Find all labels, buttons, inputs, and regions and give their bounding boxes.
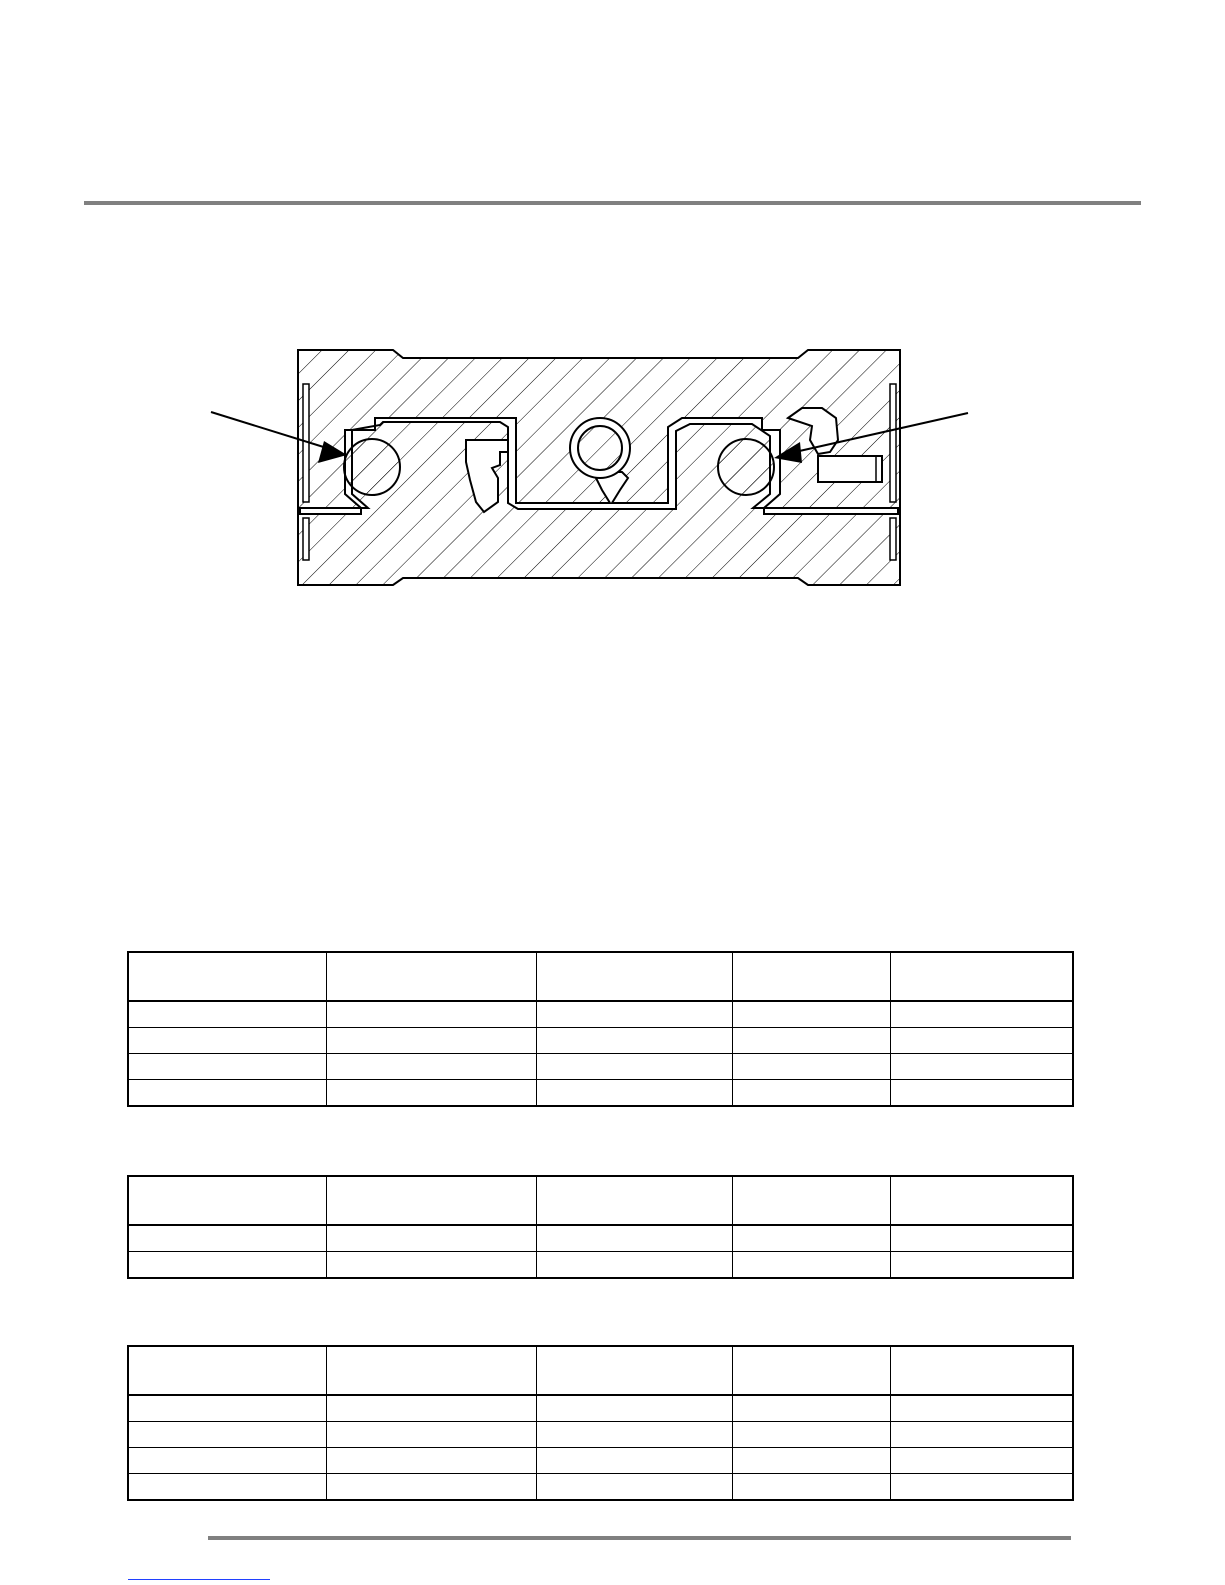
table-row bbox=[128, 1422, 1073, 1448]
header-cell bbox=[128, 1176, 326, 1225]
table-row bbox=[128, 1225, 1073, 1252]
table-cell bbox=[536, 1252, 732, 1279]
footer-link[interactable] bbox=[128, 1573, 270, 1580]
table-cell bbox=[890, 1422, 1073, 1448]
table-cell bbox=[128, 1448, 326, 1474]
table-header-row bbox=[128, 1176, 1073, 1225]
left-slot-lower bbox=[303, 518, 309, 560]
table-cell bbox=[128, 1422, 326, 1448]
right-slot bbox=[890, 384, 896, 502]
header-cell bbox=[536, 1176, 732, 1225]
table-cell bbox=[326, 1252, 536, 1279]
table-cell bbox=[536, 1225, 732, 1252]
table-header-row bbox=[128, 1346, 1073, 1395]
table-cell bbox=[890, 1080, 1073, 1107]
table-cell bbox=[732, 1422, 890, 1448]
table-cell bbox=[128, 1474, 326, 1501]
table-row bbox=[128, 1395, 1073, 1422]
bottom-divider bbox=[208, 1536, 1071, 1540]
table-cell bbox=[732, 1001, 890, 1028]
table-cell bbox=[128, 1080, 326, 1107]
table-header-row bbox=[128, 952, 1073, 1001]
table-row bbox=[128, 1448, 1073, 1474]
table-row bbox=[128, 1474, 1073, 1501]
table-cell bbox=[732, 1448, 890, 1474]
table-cell bbox=[536, 1080, 732, 1107]
header-cell bbox=[536, 952, 732, 1001]
table-cell bbox=[536, 1001, 732, 1028]
table-cell bbox=[326, 1080, 536, 1107]
table-cell bbox=[732, 1054, 890, 1080]
table-cell bbox=[732, 1252, 890, 1279]
pin bbox=[818, 456, 882, 482]
header-cell bbox=[732, 1346, 890, 1395]
table-cell bbox=[890, 1054, 1073, 1080]
table-cell bbox=[326, 1395, 536, 1422]
table-cell bbox=[326, 1448, 536, 1474]
table-cell bbox=[536, 1474, 732, 1501]
table-cell bbox=[732, 1028, 890, 1054]
table-cell bbox=[890, 1252, 1073, 1279]
header-cell bbox=[128, 952, 326, 1001]
table-cell bbox=[732, 1080, 890, 1107]
table-row bbox=[128, 1080, 1073, 1107]
table-cell bbox=[128, 1001, 326, 1028]
header-cell bbox=[326, 1346, 536, 1395]
table-row bbox=[128, 1028, 1073, 1054]
top-divider bbox=[84, 201, 1141, 205]
spec-table-1 bbox=[127, 951, 1074, 1107]
table-cell bbox=[536, 1448, 732, 1474]
table-cell bbox=[326, 1474, 536, 1501]
table-cell bbox=[890, 1001, 1073, 1028]
header-cell bbox=[732, 1176, 890, 1225]
table-cell bbox=[732, 1225, 890, 1252]
table-cell bbox=[890, 1395, 1073, 1422]
table-cell bbox=[128, 1252, 326, 1279]
header-cell bbox=[326, 952, 536, 1001]
table-cell bbox=[128, 1028, 326, 1054]
left-ball bbox=[344, 439, 400, 495]
header-cell bbox=[536, 1346, 732, 1395]
header-cell bbox=[326, 1176, 536, 1225]
header-cell bbox=[128, 1346, 326, 1395]
table-cell bbox=[128, 1225, 326, 1252]
header-cell bbox=[732, 952, 890, 1001]
table-row bbox=[128, 1001, 1073, 1028]
right-slot-lower bbox=[890, 518, 896, 560]
table-cell bbox=[326, 1054, 536, 1080]
center-seal-inner bbox=[578, 426, 622, 470]
table-cell bbox=[326, 1001, 536, 1028]
header-cell bbox=[890, 1346, 1073, 1395]
table-cell bbox=[326, 1225, 536, 1252]
table-row bbox=[128, 1054, 1073, 1080]
table-cell bbox=[536, 1422, 732, 1448]
table-cell bbox=[326, 1422, 536, 1448]
spec-table-3 bbox=[127, 1345, 1074, 1501]
table-row bbox=[128, 1252, 1073, 1279]
table-cell bbox=[128, 1054, 326, 1080]
table-cell bbox=[128, 1395, 326, 1422]
table-cell bbox=[732, 1474, 890, 1501]
spec-table-2 bbox=[127, 1175, 1074, 1279]
table-cell bbox=[732, 1395, 890, 1422]
header-cell bbox=[890, 952, 1073, 1001]
table-cell bbox=[536, 1054, 732, 1080]
table-cell bbox=[890, 1448, 1073, 1474]
table-cell bbox=[536, 1028, 732, 1054]
bearing-cross-section-diagram bbox=[0, 330, 1225, 600]
table-cell bbox=[890, 1028, 1073, 1054]
table-cell bbox=[326, 1028, 536, 1054]
table-cell bbox=[890, 1225, 1073, 1252]
table-cell bbox=[536, 1395, 732, 1422]
table-cell bbox=[890, 1474, 1073, 1501]
right-ball bbox=[718, 439, 774, 495]
header-cell bbox=[890, 1176, 1073, 1225]
